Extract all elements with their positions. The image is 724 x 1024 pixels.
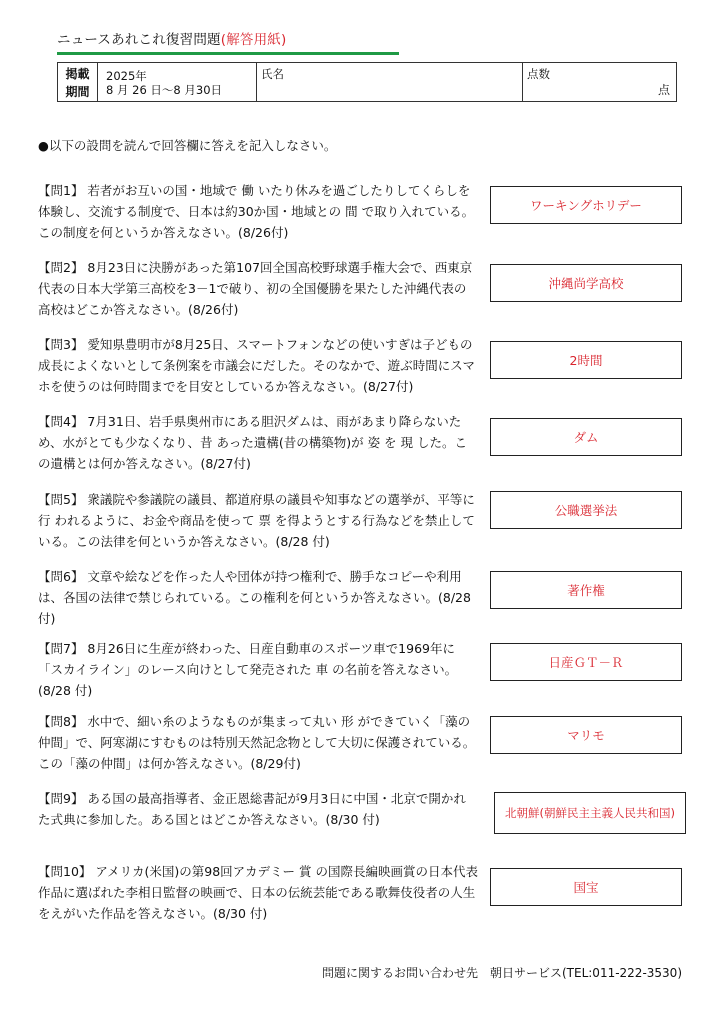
info-table [57, 62, 677, 102]
name-cell[interactable] [257, 63, 523, 101]
answer-box-4[interactable]: ダム [490, 418, 682, 456]
footer-contact: 問題に関するお問い合わせ先 朝日サービス(TEL:011-222-3530) [321, 966, 682, 980]
instruction: ●以下の設問を読んで回答欄に答えを記入しなさい。 [38, 138, 337, 153]
page-header [57, 28, 399, 55]
question-7: 【問7】 8月26日に生産が終わった、日産自動車のスポーツ車で1969年に「スカイライン」のレース向けとして発売された 車 の名前を答えなさい。(8/28 付) [38, 641, 458, 698]
answer-box-9[interactable]: 北朝鮮(朝鮮民主主義人民共和国) [494, 792, 686, 834]
answer-box-6[interactable]: 著作権 [490, 571, 682, 609]
question-2: 【問2】 8月23日に決勝があった第107回全国高校野球選手権大会で、西東京代表の日本大学第三高校を3－1で破り、初の全国優勝を果たした沖縄代表の高校はどこか答えなさい。(8/26付) [38, 260, 473, 317]
period-label-line2: 期間 [65, 85, 90, 99]
question-10: 【問10】 アメリカ(米国)の第98回アカデミー 賞 の国際長編映画賞の日本代表作品に選ばれた李相日監督の映画で、日本の伝統芸能である歌舞伎役者の人生をえがいた作品を答えなさい。(8/30 付) [38, 864, 478, 921]
answer-box-10[interactable]: 国宝 [490, 868, 682, 906]
answer-box-5[interactable]: 公職選挙法 [490, 491, 682, 529]
name-label: 氏名 [261, 67, 284, 81]
question-9: 【問9】 ある国の最高指導者、金正恩総書記が9月3日に中国・北京で開かれた式典に参加した。ある国とはどこか答えなさい。(8/30 付) [38, 791, 466, 827]
answer-box-3[interactable]: 2時間 [490, 341, 682, 379]
question-3: 【問3】 愛知県豊明市が8月25日、スマートフォンなどの使いすぎは子どもの成長によくないとして条例案を市議会にだした。そのなかで、遊ぶ時間にスマホを使うのは何時間までを目安としているか答えなさい。(8/27付) [38, 337, 476, 394]
period-dates: 8 月 26 日～8 月30日 [106, 83, 223, 97]
answer-box-1[interactable]: ワーキングホリデー [490, 186, 682, 224]
answer-box-2[interactable]: 沖縄尚学高校 [490, 264, 682, 302]
answer-box-8[interactable]: マリモ [490, 716, 682, 754]
question-6: 【問6】 文章や絵などを作った人や団体が持つ権利で、勝手なコピーや利用は、各国の法律で禁じられている。この権利を何というか答えなさい。(8/28 付) [38, 569, 471, 626]
question-4: 【問4】 7月31日、岩手県奥州市にある胆沢ダムは、雨があまり降らないため、水がとても少なくなり、昔 あった遺構(昔の構築物)が 姿 を 現 した。この遺構とは何か答えなさい。(8/27付) [38, 414, 467, 471]
period-year: 2025年 [106, 69, 147, 83]
answer-box-7[interactable]: 日産ＧＴ－Ｒ [490, 643, 682, 681]
score-unit: 点 [657, 83, 670, 97]
title-sub: (解答用紙) [220, 32, 287, 48]
question-8: 【問8】 水中で、細い糸のようなものが集まって丸い 形 ができていく「藻の仲間」で、阿寒湖にすむものは特別天然記念物として大切に保護されている。この「藻の仲間」は何か答えなさい。(8/29付) [38, 714, 476, 771]
period-label-cell [58, 63, 98, 101]
page-title [57, 28, 399, 48]
question-1: 【問1】 若者がお互いの国・地域で 働 いたり休みを過ごしたりしてくらしを体験し、交流する制度で、日本は約30か国・地域との 間 で取り入れている。この制度を何というか答えなさい。(8/26付) [38, 183, 475, 240]
score-label: 点数 [527, 67, 550, 81]
score-cell[interactable] [523, 63, 676, 101]
question-5: 【問5】 衆議院や参議院の議員、都道府県の議員や知事などの選挙が、平等に 行 われるように、お金や商品を使って 票 を得ようとする行為などを禁止している。この法律を何というか答えなさい。(8/28 付) [38, 492, 475, 549]
title-underline [57, 52, 399, 55]
period-label-line1: 掲載 [65, 67, 90, 81]
title-main: ニュースあれこれ復習問題 [57, 32, 221, 48]
period-cell [98, 63, 257, 101]
